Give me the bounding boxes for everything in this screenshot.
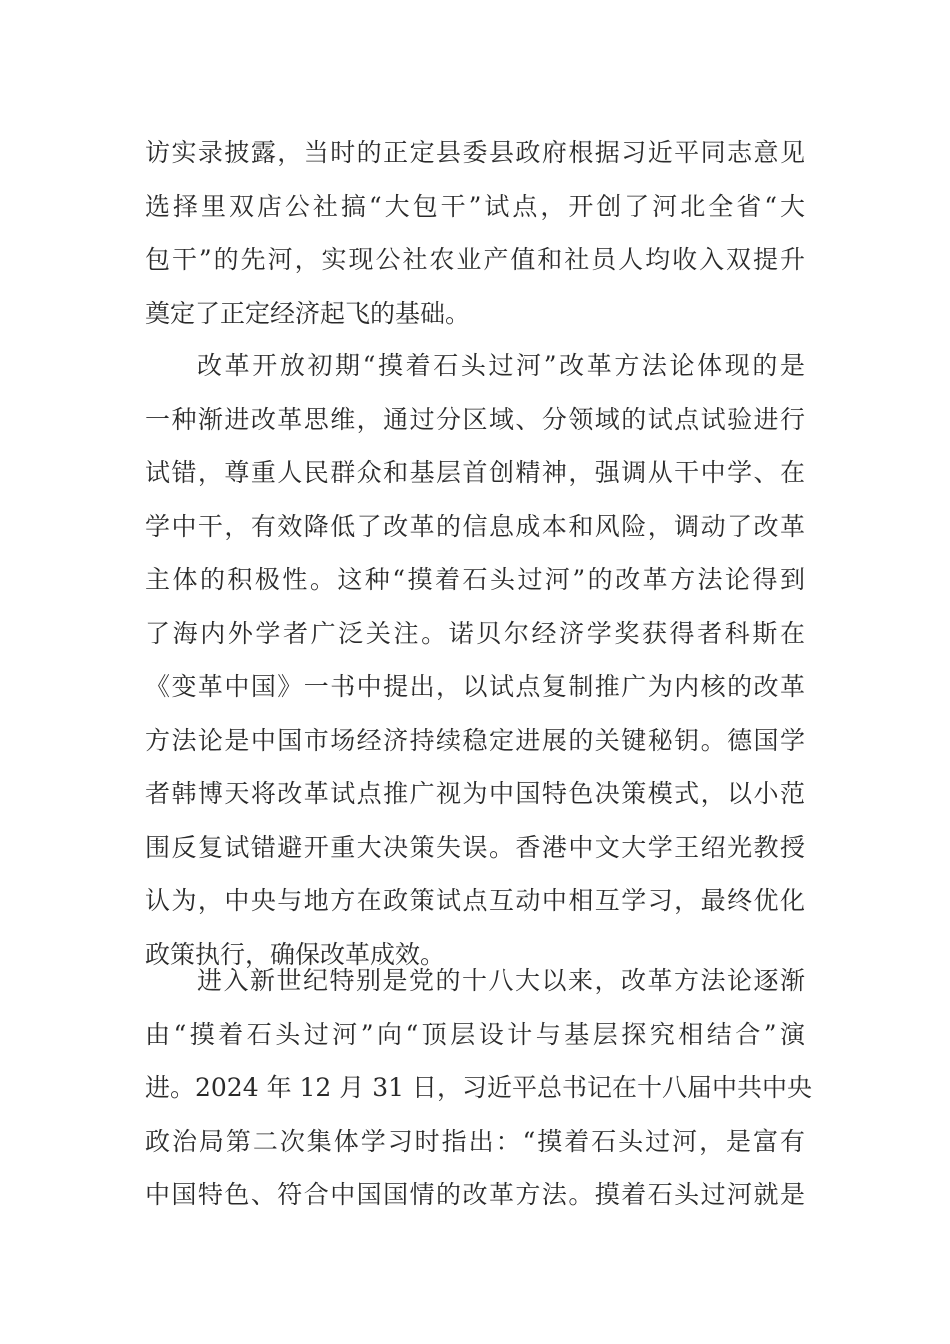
- paragraph-line: 主体的积极性。这种“摸着石头过河”的改革方法论得到: [145, 565, 805, 594]
- paragraph-line: 包干”的先河，实现公社农业产值和社员人均收入双提升: [145, 245, 805, 274]
- paragraph-line: 进。2024 年 12 月 31 日，习近平总书记在十八届中共中央: [145, 1073, 812, 1102]
- paragraph-line: 认为，中央与地方在政策试点互动中相互学习，最终优化: [145, 886, 805, 915]
- paragraph-line: 改革开放初期“摸着石头过河”改革方法论体现的是: [197, 351, 805, 380]
- paragraph-line: 由“摸着石头过河”向“顶层设计与基层探究相结合”演: [145, 1019, 805, 1049]
- paragraph-line: 者韩博天将改革试点推广视为中国特色决策模式，以小范: [145, 779, 805, 808]
- paragraph-line: 围反复试错避开重大决策失误。香港中文大学王绍光教授: [145, 832, 805, 862]
- paragraph-line: 中国特色、符合中国国情的改革方法。摸着石头过河就是: [145, 1180, 805, 1209]
- paragraph-3: [145, 954, 812, 1222]
- paragraph-line: 访实录披露，当时的正定县委县政府根据习近平同志意见: [145, 138, 805, 167]
- paragraph-line: 一种渐进改革思维，通过分区域、分领域的试点试验进行: [145, 404, 805, 434]
- paragraph-line: 政策执行，确保改革成效。: [145, 939, 446, 969]
- paragraph-line: 《变革中国》一书中提出，以试点复制推广为内核的改革: [145, 672, 805, 701]
- paragraph-line: 奠定了正定经济起飞的基础。: [145, 298, 471, 328]
- paragraph-line: 了海内外学者广泛关注。诺贝尔经济学奖获得者科斯在: [145, 618, 805, 648]
- paragraph-line: 学中干，有效降低了改革的信息成本和风险，调动了改革: [145, 511, 805, 541]
- paragraph-line: 试错，尊重人民群众和基层首创精神，强调从干中学、在: [145, 458, 805, 487]
- paragraph-line: 政治局第二次集体学习时指出：“摸着石头过河，是富有: [145, 1126, 805, 1156]
- paragraph-1: [145, 126, 805, 340]
- paragraph-2: [145, 339, 805, 981]
- paragraph-line: 选择里双店公社搞“大包干”试点，开创了河北全省“大: [145, 191, 805, 221]
- paragraph-line: 方法论是中国市场经济持续稳定进展的关键秘钥。德国学: [145, 725, 805, 755]
- paragraph-line: 进入新世纪特别是党的十八大以来，改革方法论逐渐: [197, 966, 805, 995]
